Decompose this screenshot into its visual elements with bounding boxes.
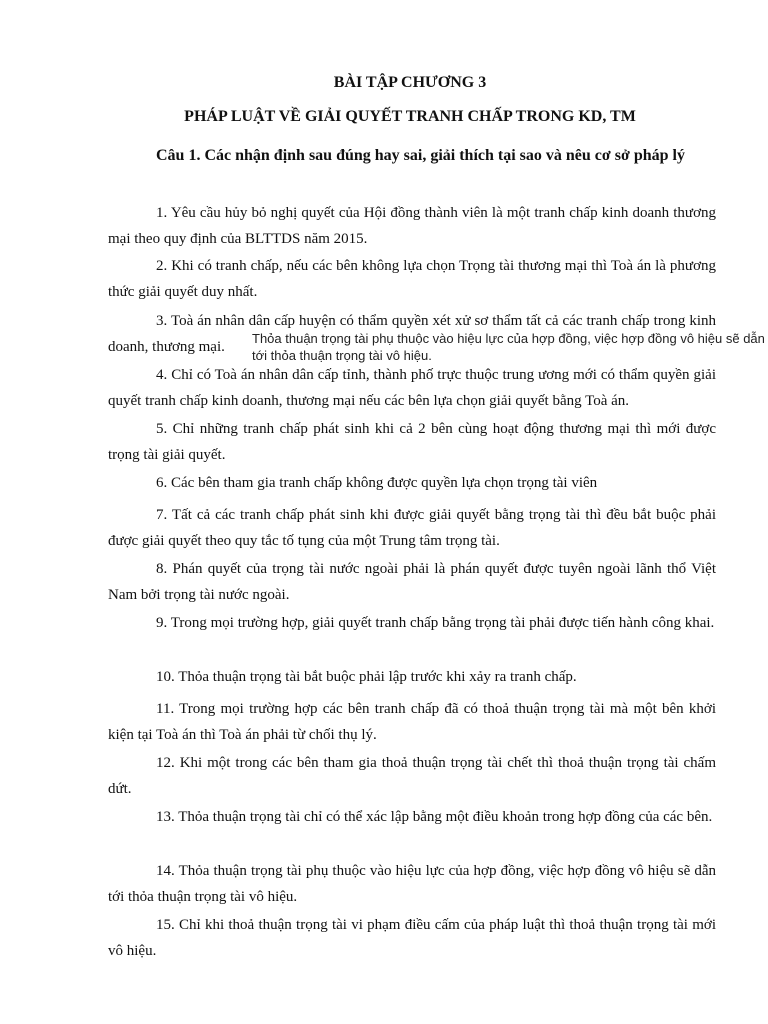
statement-5: 5. Chỉ những tranh chấp phát sinh khi cả 2 bên cùng hoạt động thương mại thì mới được trọng tài giải quyết. — [108, 421, 716, 463]
document-title: BÀI TẬP CHƯƠNG 3 — [333, 74, 487, 91]
document-subtitle: PHÁP LUẬT VỀ GIẢI QUYẾT TRANH CHẤP TRONG KD, TM — [184, 108, 636, 125]
statement-15: 15. Chỉ khi thoả thuận trọng tài vi phạm điều cấm của pháp luật thì thoả thuận trọng tài mới vô hiệu. — [108, 917, 716, 959]
statement-3: 3. Toà án nhân dân cấp huyện có thẩm quyền xét xử sơ thẩm tất cả các tranh chấp trong kinh doanh, thương mại. — [108, 313, 716, 355]
statement-2: 2. Khi có tranh chấp, nếu các bên không lựa chọn Trọng tài thương mại thì Toà án là phương thức giải quyết duy nhất. — [108, 258, 716, 300]
question-heading: Câu 1. Các nhận định sau đúng hay sai, giải thích tại sao và nêu cơ sở pháp lý — [156, 147, 685, 164]
statement-1: 1. Yêu cầu hủy bỏ nghị quyết của Hội đồng thành viên là một tranh chấp kinh doanh thương mại theo quy định của BLTTDS năm 2015. — [108, 205, 716, 247]
statement-4: 4. Chỉ có Toà án nhân dân cấp tỉnh, thành phố trực thuộc trung ương mới có thẩm quyền giải quyết tranh chấp kinh doanh, thương mại nếu các bên lựa chọn giải quyết bằng Toà án. — [108, 367, 716, 409]
overlay-text: Thỏa thuận trọng tài phụ thuộc vào hiệu lực của hợp đồng, việc hợp đồng vô hiệu sẽ dẫn tới thỏa thuận trọng tài vô hiệu. — [252, 331, 765, 363]
statement-10: 10. Thỏa thuận trọng tài bắt buộc phải lập trước khi xảy ra tranh chấp. — [156, 669, 577, 685]
statement-11: 11. Trong mọi trường hợp các bên tranh chấp đã có thoả thuận trọng tài mà một bên khởi kiện tại Toà án thì Toà án phải từ chối thụ lý. — [108, 701, 716, 743]
statement-9: 9. Trong mọi trường hợp, giải quyết tranh chấp bằng trọng tài phải được tiến hành công khai. — [156, 615, 715, 631]
statement-14: 14. Thỏa thuận trọng tài phụ thuộc vào hiệu lực của hợp đồng, việc hợp đồng vô hiệu sẽ dẫn tới thỏa thuận trọng tài vô hiệu. — [108, 863, 716, 905]
statement-7: 7. Tất cả các tranh chấp phát sinh khi được giải quyết bằng trọng tài thì đều bắt buộc phải được giải quyết theo quy tắc tố tụng của một Trung tâm trọng tài. — [108, 507, 716, 549]
statement-8: 8. Phán quyết của trọng tài nước ngoài phải là phán quyết được tuyên ngoài lãnh thổ Việt Nam bởi trọng tài nước ngoài. — [108, 561, 716, 603]
statement-12: 12. Khi một trong các bên tham gia thoả thuận trọng tài chết thì thoả thuận trọng tài chấm dứt. — [108, 755, 716, 797]
statement-6: 6. Các bên tham gia tranh chấp không được quyền lựa chọn trọng tài viên — [156, 475, 598, 491]
statement-13: 13. Thỏa thuận trọng tài chỉ có thể xác lập bằng một điều khoản trong hợp đồng của các bên. — [156, 809, 713, 825]
